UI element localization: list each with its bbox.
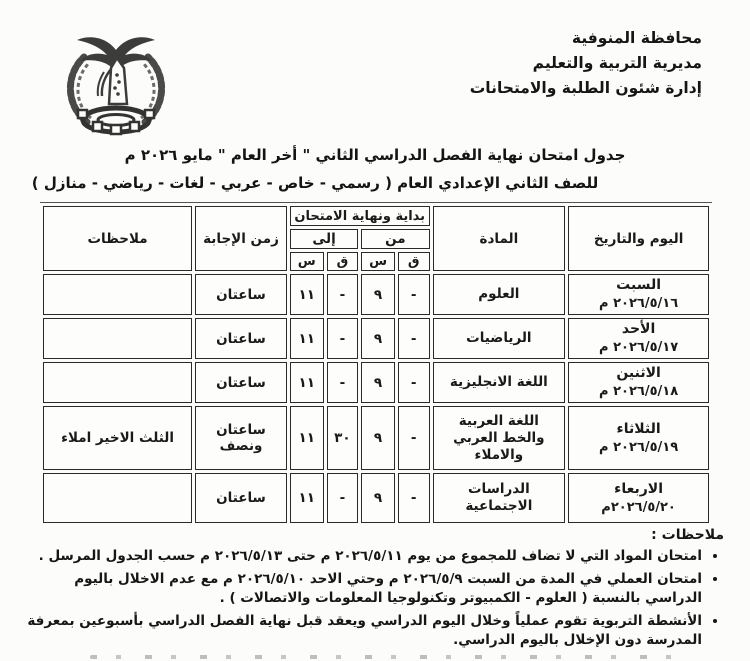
col-header-exam-time-group: بداية ونهاية الامتحان (290, 206, 430, 226)
cell-day-date (568, 473, 709, 523)
cell-from-hours: ٩ (361, 274, 395, 315)
col-header-from-hours: س (361, 252, 395, 271)
cell-from-hours: ٩ (361, 473, 395, 523)
col-header-from-minutes: ق (398, 252, 430, 271)
cell-from-hours: ٩ (361, 362, 395, 403)
day-date: ٢٠٢٦/٥/١٨ م (599, 384, 679, 399)
col-header-notes: ملاحظات (43, 206, 192, 271)
cell-subject: اللغة الانجليزية (433, 362, 566, 403)
cell-to-minutes: - (327, 274, 359, 315)
cell-notes (43, 473, 192, 523)
col-header-day-date: اليوم والتاريخ (568, 206, 709, 271)
table-row-tuesday (43, 406, 709, 470)
footnotes-list (22, 547, 724, 651)
col-header-to-hours: س (290, 252, 324, 271)
directorate-name: مديرية التربية والتعليم (532, 54, 702, 72)
document-subtitle: للصف الثاني الإعدادي العام ( رسمي - خاص - عربي - لغات - رياضي - منازل ) (31, 174, 599, 192)
cell-duration: ساعتان (195, 473, 287, 523)
cell-from-minutes: - (398, 274, 430, 315)
day-name: الاربعاء (614, 480, 664, 497)
day-name: الاثنين (616, 365, 661, 381)
cell-notes (43, 274, 192, 315)
cell-duration: ساعتان (195, 318, 287, 359)
cell-subject: اللغة العربية والخط العربي والاملاء (433, 406, 566, 470)
cell-to-minutes: - (327, 473, 359, 523)
day-date: ٢٠٢٦/٥/١٦ م (599, 296, 679, 311)
cell-to-minutes: - (327, 362, 359, 403)
cell-day-date (568, 318, 709, 359)
cell-from-minutes: - (398, 362, 430, 403)
day-date: ٢٠٢٦/٥/٢٠م (601, 499, 676, 515)
cell-subject: الرياضيات (433, 318, 566, 359)
cell-day-date (568, 406, 709, 470)
administration-name: إدارة شئون الطلبة والامتحانات (469, 79, 702, 97)
cell-notes (43, 318, 192, 359)
day-date: ٢٠٢٦/٥/١٩ م (599, 439, 679, 455)
col-header-subject: المادة (433, 206, 566, 271)
day-name: السبت (616, 277, 661, 293)
cutoff-text-line (90, 655, 690, 659)
document-title: جدول امتحان نهاية الفصل الدراسي الثاني " أخر العام " مايو ٢٠٢٦ م (124, 146, 626, 164)
cell-duration: ساعتان ونصف (195, 406, 287, 470)
cell-to-minutes: - (327, 318, 359, 359)
cell-to-minutes: ٣٠ (327, 406, 359, 470)
cell-duration: ساعتان (195, 274, 287, 315)
cell-from-hours: ٩ (361, 318, 395, 359)
cell-notes: الثلث الاخير املاء (43, 406, 192, 470)
cell-duration: ساعتان (195, 362, 287, 403)
cell-notes (43, 362, 192, 403)
cell-from-minutes: - (398, 318, 430, 359)
table-row-sunday (43, 318, 709, 359)
cell-day-date (568, 274, 709, 315)
footnote-item: • امتحان المواد التي لا تضاف للمجموع من يوم ٢٠٢٦/٥/١١ م حتى ٢٠٢٦/٥/١٣ م حسب الجدول المرسل . (22, 547, 702, 567)
cell-day-date (568, 362, 709, 403)
ministry-emblem-icon (55, 24, 177, 140)
table-row-saturday (43, 274, 709, 315)
cell-from-hours: ٩ (361, 406, 395, 470)
table-row-wednesday (43, 473, 709, 523)
col-header-duration: زمن الإجابة (195, 206, 287, 271)
cell-from-minutes: - (398, 473, 430, 523)
day-name: الأحد (621, 321, 656, 337)
footnotes-section (22, 527, 724, 654)
exam-schedule-table (40, 202, 712, 526)
table-header-row-1 (43, 206, 709, 226)
footnote-item: • الأنشطة التربوية تقوم عملياً وخلال اليوم الدراسي ويعقد قبل نهاية الفصل الدراسي بأسبوعين بمعرفة المدرسة دون الإخلال باليوم الدراسي. (22, 612, 702, 651)
cell-from-minutes: - (398, 406, 430, 470)
day-date: ٢٠٢٦/٥/١٧ م (599, 340, 679, 355)
cell-to-hours: ١١ (290, 318, 324, 359)
cell-to-hours: ١١ (290, 473, 324, 523)
cell-subject: العلوم (433, 274, 566, 315)
cell-to-hours: ١١ (290, 406, 324, 470)
table-row-monday (43, 362, 709, 403)
footnotes-heading: ملاحظات : (651, 527, 724, 543)
cell-to-hours: ١١ (290, 362, 324, 403)
cell-subject: الدراسات الاجتماعية (433, 473, 566, 523)
footnote-item: • امتحان العملي في المدة من السبت ٢٠٢٦/٥/٩ م وحتي الاحد ٢٠٢٦/٥/١٠ م مع عدم الاخلال باليوم الدراسي بالنسبة ( العلوم - الكمبيوتر وتكنولوجيا المعلومات والاتصالات ) . (22, 570, 702, 609)
day-name: الثلاثاء (616, 420, 661, 437)
letterhead (470, 26, 702, 101)
col-header-to-minutes: ق (327, 252, 359, 271)
governorate-name: محافظة المنوفية (571, 29, 702, 47)
cell-to-hours: ١١ (290, 274, 324, 315)
col-header-to: إلى (290, 229, 358, 249)
col-header-from: من (361, 229, 429, 249)
